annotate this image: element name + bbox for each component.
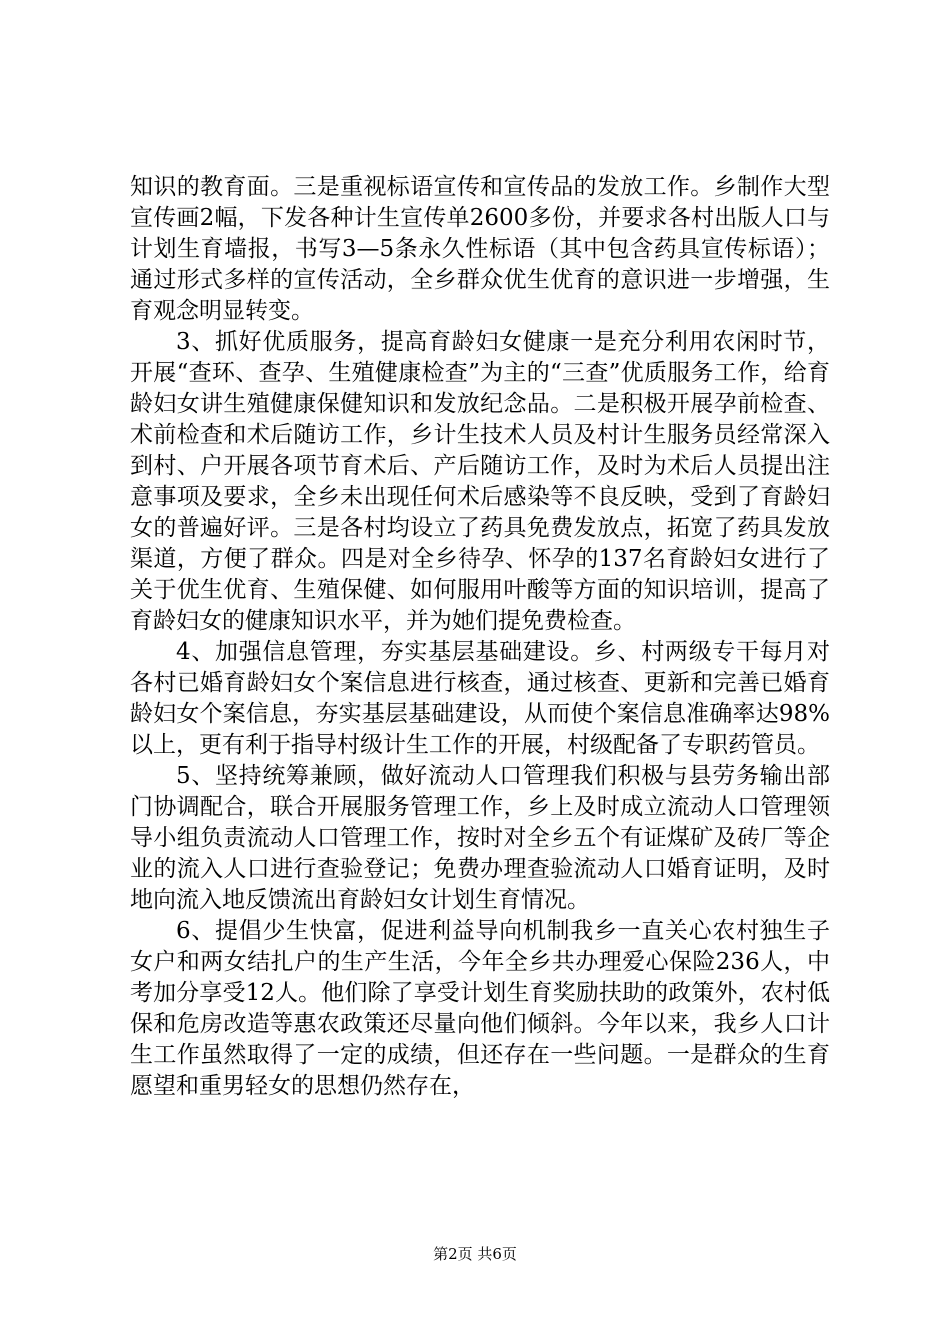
paragraph-5: 6、提倡少生快富，促进利益导向机制我乡一直关心农村独生子女户和两女结扎户的生产生活，今年全乡共办理爱心保险236人，中考加分享受12人。他们除了享受计划生育奖励扶助的政策外，农村低保和危房改造等惠农政策还尽量向他们倾斜。今年以来，我乡人口计生工作虽然取得了一定的成绩，但还存在一些问题。一是群众的生育愿望和重男轻女的思想仍然存在， bbox=[130, 918, 830, 1099]
paragraph-4: 5、坚持统筹兼顾，做好流动人口管理我们积极与县劳务输出部门协调配合，联合开展服务管理工作，乡上及时成立流动人口管理领导小组负责流动人口管理工作，按时对全乡五个有证煤矿及砖厂等企业的流入人口进行查验登记；免费办理查验流动人口婚育证明，及时地向流入地反馈流出育龄妇女计划生育情况。 bbox=[130, 763, 830, 913]
document-page bbox=[130, 172, 830, 1102]
paragraph-2: 3、抓好优质服务，提高育龄妇女健康一是充分利用农闲时节，开展“查环、查孕、生殖健康检查”为主的“三查”优质服务工作，给育龄妇女讲生殖健康保健知识和发放纪念品。二是积极开展孕前检查、术前检查和术后随访工作，乡计生技术人员及村计生服务员经常深入到村、户开展各项节育术后、产后随访工作，及时为术后人员提出注意事项及要求，全乡未出现任何术后感染等不良反映，受到了育龄妇女的普遍好评。三是各村均设立了药具免费发放点，拓宽了药具发放渠道，方便了群众。四是对全乡待孕、怀孕的137名育龄妇女进行了关于优生优育、生殖保健、如何服用叶酸等方面的知识培训，提高了育龄妇女的健康知识水平，并为她们提免费检查。 bbox=[130, 329, 830, 634]
paragraph-3: 4、加强信息管理，夯实基层基础建设。乡、村两级专干每月对各村已婚育龄妇女个案信息进行核查，通过核查、更新和完善已婚育龄妇女个案信息，夯实基层基础建设，从而使个案信息准确率达98%以上，更有利于指导村级计生工作的开展，村级配备了专职药管员。 bbox=[130, 639, 830, 758]
page-indicator: 第2页 共6页 bbox=[433, 1245, 517, 1263]
paragraph-1: 知识的教育面。三是重视标语宣传和宣传品的发放工作。乡制作大型宣传画2幅，下发各种计生宣传单2600多份，并要求各村出版人口与计划生育墙报，书写3—5条永久性标语（其中包含药具宣传标语）；通过形式多样的宣传活动，全乡群众优生优育的意识进一步增强，生育观念明显转变。 bbox=[130, 174, 830, 324]
page-footer bbox=[0, 1243, 950, 1264]
